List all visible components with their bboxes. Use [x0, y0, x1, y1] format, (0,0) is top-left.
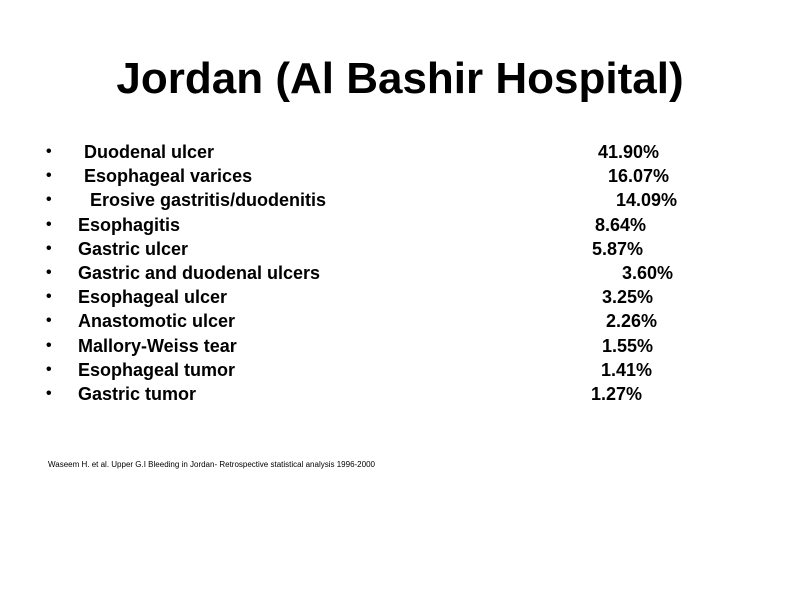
item-value: 1.27%: [591, 383, 643, 404]
item-value: 2.26%: [606, 311, 658, 332]
item-value: 1.55%: [602, 335, 654, 356]
item-label: Mallory-Weiss tear: [78, 335, 237, 356]
list-item: [0, 188, 800, 212]
bullet-icon: •: [46, 263, 52, 281]
citation: Waseem H. et al. Upper G.I Bleeding in Jordan- Retrospective statistical analysis 1996-2000: [48, 460, 375, 469]
bullet-icon: •: [46, 336, 52, 354]
list-item: [0, 237, 800, 261]
item-value: 5.87%: [592, 238, 644, 259]
bullet-icon: •: [46, 191, 52, 209]
item-value: 3.25%: [602, 287, 654, 308]
item-label: Gastric tumor: [78, 383, 197, 404]
item-label: Esophageal tumor: [78, 359, 236, 380]
bullet-icon: •: [46, 167, 52, 185]
item-label: Esophageal varices: [84, 166, 253, 187]
item-label: Esophageal ulcer: [78, 287, 228, 308]
item-label: Duodenal ulcer: [84, 142, 215, 162]
list-item: [0, 164, 800, 188]
bullet-list: [0, 140, 800, 406]
item-value: 8.64%: [595, 214, 647, 235]
bullet-icon: •: [46, 239, 52, 257]
list-item: [0, 358, 800, 382]
item-value: 14.09%: [616, 190, 678, 211]
slide-title: Jordan (Al Bashir Hospital): [116, 54, 684, 103]
list-item: [0, 285, 800, 309]
list-item: [0, 213, 800, 237]
bullet-icon: •: [46, 143, 52, 160]
list-item: [0, 382, 800, 406]
item-value: 16.07%: [608, 166, 670, 187]
item-label: Gastric and duodenal ulcers: [78, 262, 321, 283]
bullet-icon: •: [46, 288, 52, 306]
list-item: [0, 309, 800, 333]
list-item: [0, 140, 800, 164]
list-item: [0, 261, 800, 285]
item-label: Esophagitis: [78, 214, 181, 235]
bullet-icon: •: [46, 215, 52, 233]
bullet-icon: •: [46, 312, 52, 330]
item-label: Gastric ulcer: [78, 238, 189, 259]
list-item: [0, 334, 800, 358]
item-value: 3.60%: [622, 262, 674, 283]
bullet-icon: •: [46, 384, 52, 402]
item-label: Anastomotic ulcer: [78, 311, 236, 332]
item-label: Erosive gastritis/duodenitis: [90, 190, 327, 211]
item-value: 1.41%: [601, 359, 653, 380]
bullet-icon: •: [46, 360, 52, 378]
item-value: 41.90%: [598, 142, 660, 162]
